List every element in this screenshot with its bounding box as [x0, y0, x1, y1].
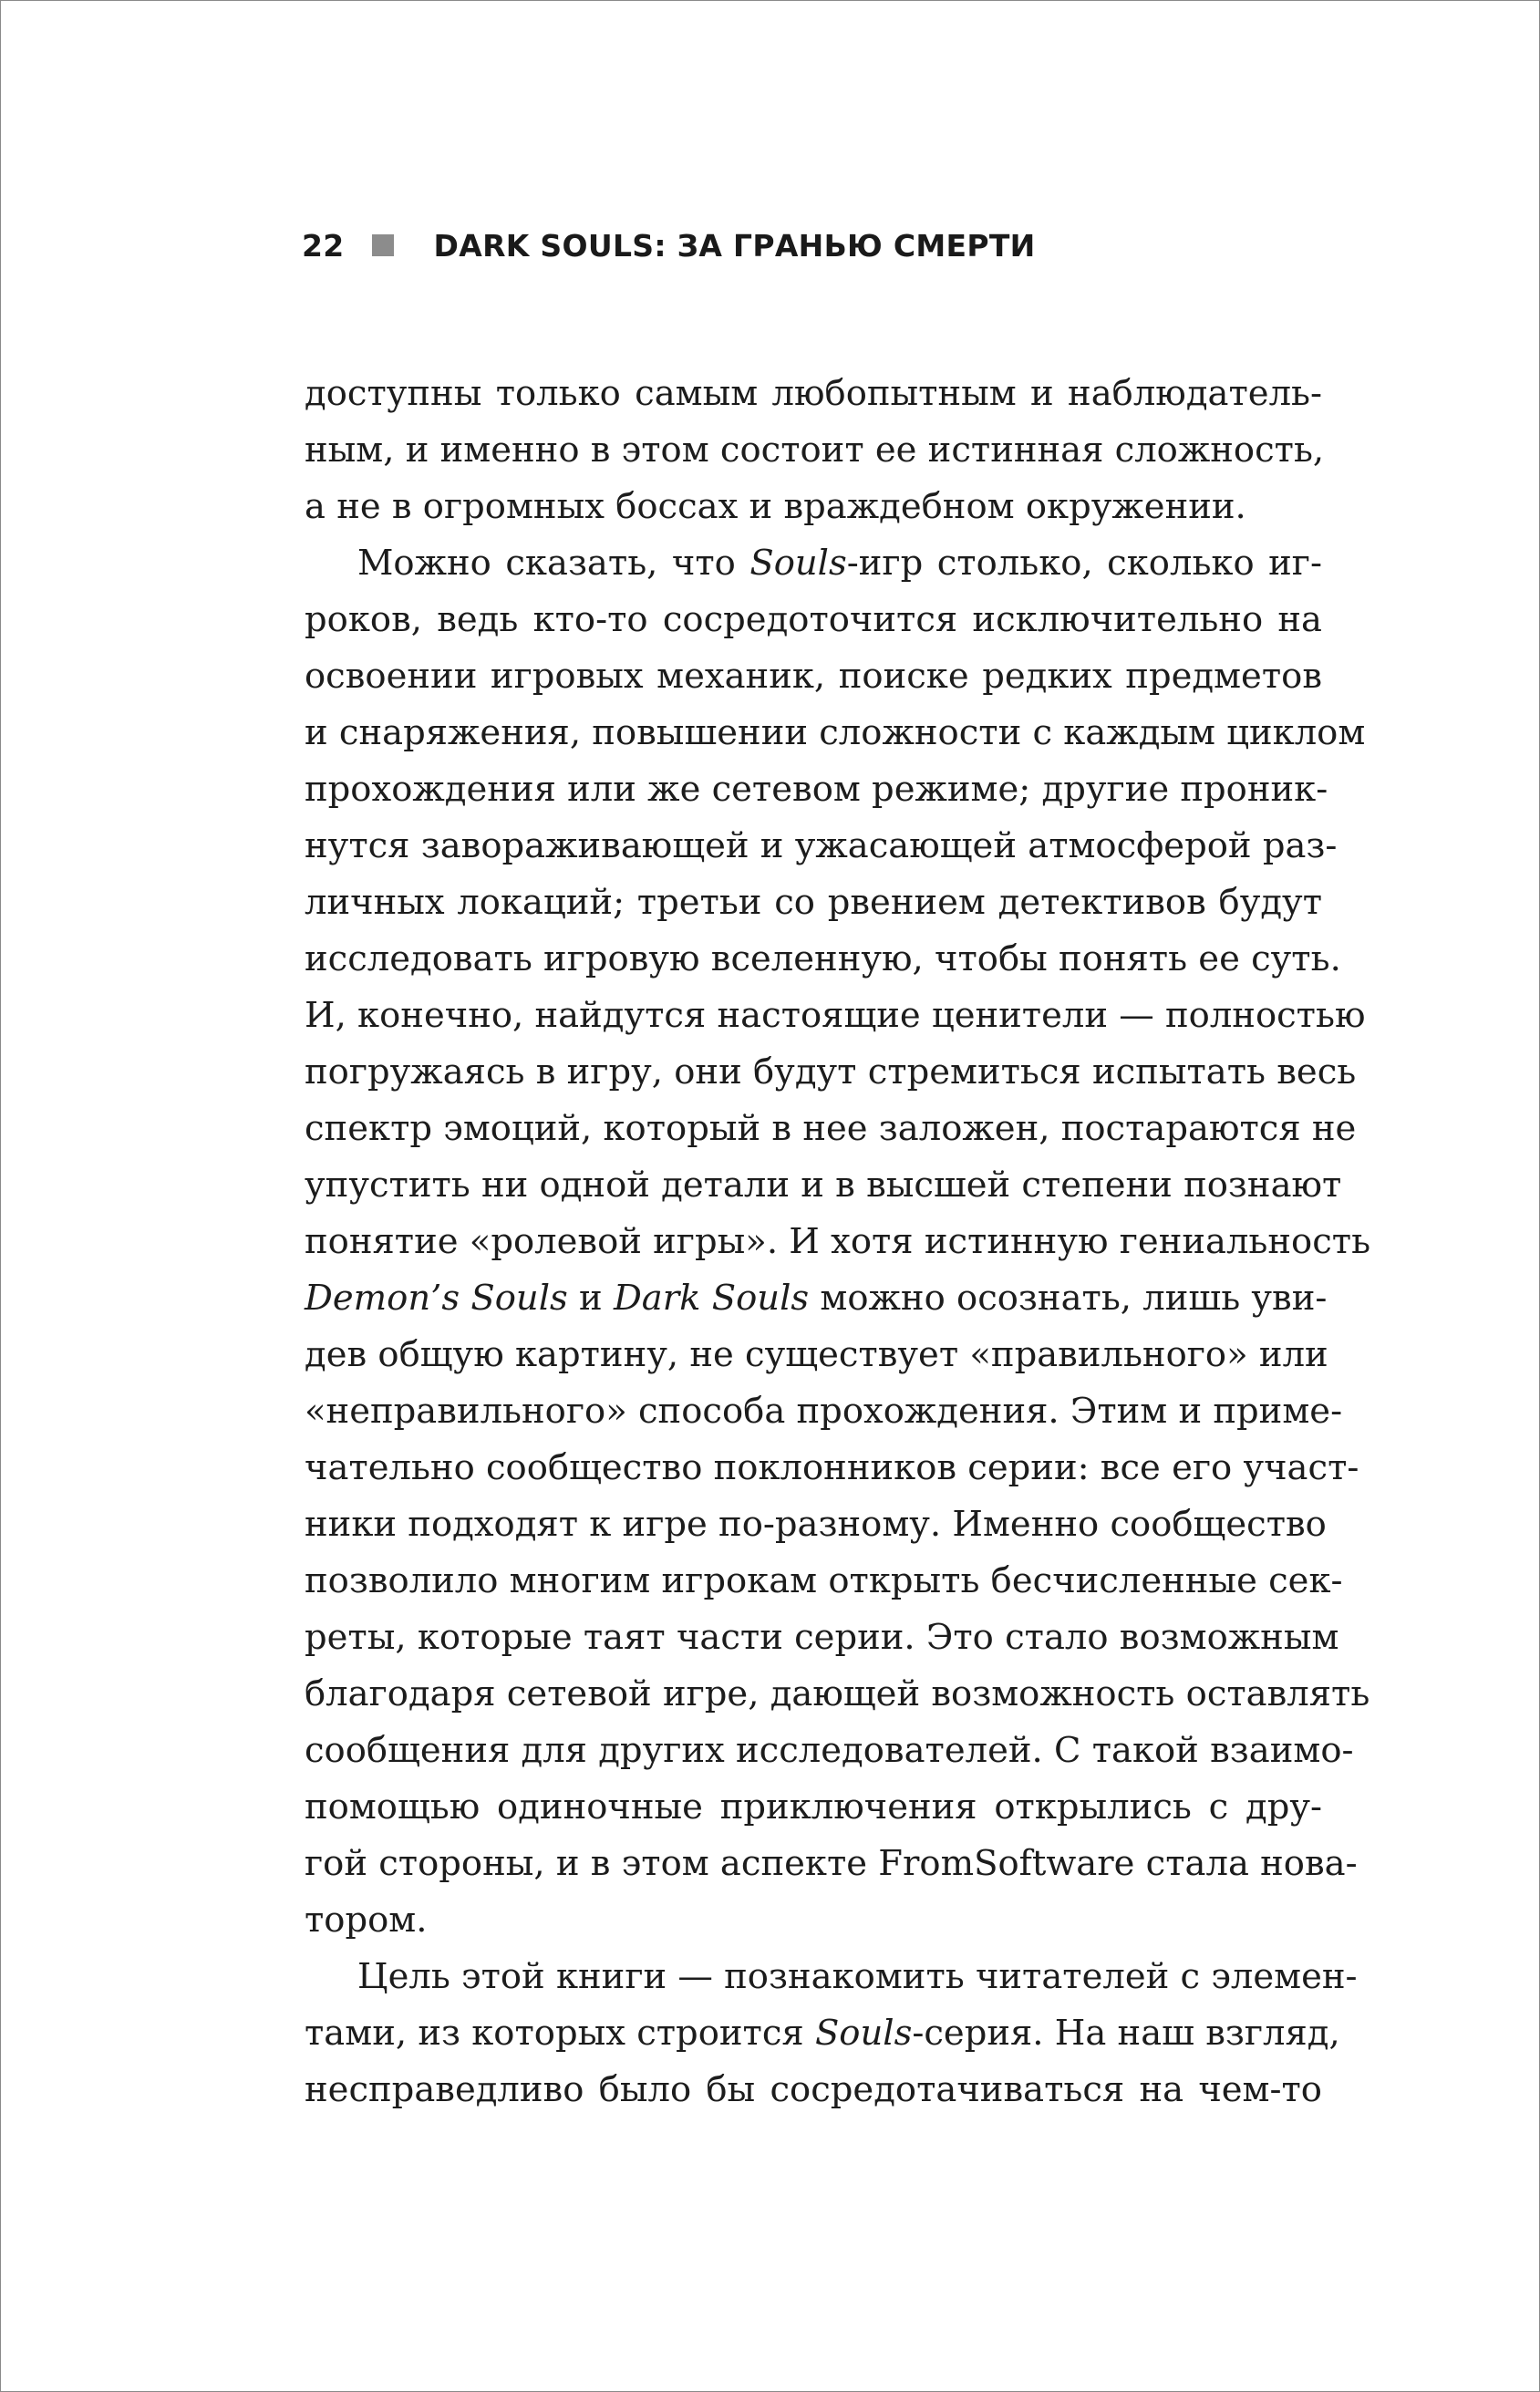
- text-run: И, конечно, найдутся настоящие ценители — полностью: [305, 995, 1366, 1036]
- text-run: тами, из которых строится: [305, 2013, 815, 2054]
- text-line: [305, 1383, 1343, 1440]
- text-line: [305, 1779, 1322, 1836]
- text-line: [305, 1610, 1339, 1666]
- italic-title: Souls: [814, 2013, 913, 2054]
- text-line: [305, 1101, 1357, 1157]
- body-text: [305, 366, 1371, 2118]
- text-line: [305, 1666, 1370, 1723]
- text-run: и снаряжения, повышении сложности с каждым циклом: [305, 712, 1366, 753]
- text-run: Можно сказать, что: [357, 543, 750, 584]
- text-line: [305, 1327, 1328, 1383]
- text-run: можно осознать, лишь уви-: [809, 1278, 1328, 1319]
- italic-title: Dark Souls: [613, 1278, 810, 1319]
- text-run: гой стороны, и в этом аспекте FromSoftware стала нова-: [305, 1843, 1358, 1884]
- text-line: [305, 592, 1322, 648]
- text-line: [305, 535, 1322, 592]
- italic-title: Souls: [749, 543, 847, 584]
- text-line: [305, 875, 1322, 931]
- text-line: [305, 2062, 1322, 2118]
- text-line: [305, 1723, 1354, 1779]
- text-line: [305, 1440, 1359, 1496]
- text-run: реты, которые таят части серии. Это стало возможным: [305, 1617, 1339, 1658]
- text-line: [305, 479, 1322, 535]
- italic-title: Demon’s Souls: [305, 1278, 568, 1319]
- running-head: [302, 218, 1036, 273]
- text-line: [305, 818, 1338, 875]
- text-run: роков, ведь кто-то сосредоточится исключительно на: [305, 599, 1322, 640]
- text-line: [305, 761, 1328, 818]
- text-run: ным, и именно в этом состоит ее истинная сложность,: [305, 430, 1325, 471]
- text-line: [305, 366, 1322, 422]
- text-line: [305, 1044, 1357, 1101]
- text-line: [305, 2005, 1340, 2062]
- text-run: Цель этой книги — познакомить читателей с элемен-: [357, 1956, 1358, 1997]
- text-run: сообщения для других исследователей. С такой взаимо-: [305, 1730, 1354, 1771]
- text-line: [305, 1214, 1371, 1270]
- text-line: [305, 422, 1325, 479]
- text-run: -серия. На наш взгляд,: [912, 2013, 1340, 2054]
- text-run: позволило многим игрокам открыть бесчисленные сек-: [305, 1560, 1343, 1601]
- text-run: освоении игровых механик, поиске редких предметов: [305, 656, 1322, 697]
- text-run: несправедливо было бы сосредотачиваться на чем-то: [305, 2069, 1322, 2110]
- text-run: тором.: [305, 1900, 428, 1941]
- text-run: чательно сообщество поклонников серии: все его участ-: [305, 1447, 1359, 1488]
- text-run: исследовать игровую вселенную, чтобы понять ее суть.: [305, 938, 1341, 979]
- text-line: [305, 1949, 1358, 2005]
- text-run: спектр эмоций, который в нее заложен, постараются не: [305, 1108, 1357, 1149]
- text-line: [305, 705, 1366, 761]
- page-number: 22: [302, 227, 345, 264]
- text-run: нутся завораживающей и ужасающей атмосферой раз-: [305, 825, 1338, 866]
- text-line: [305, 1892, 1322, 1949]
- text-run: личных локаций; третьи со рвением детективов будут: [305, 882, 1322, 923]
- text-run: упустить ни одной детали и в высшей степени познают: [305, 1165, 1342, 1206]
- text-run: благодаря сетевой игре, дающей возможность оставлять: [305, 1673, 1370, 1714]
- text-run: прохождения или же сетевом режиме; другие проник-: [305, 769, 1328, 810]
- text-line: [305, 1157, 1342, 1214]
- text-run: -игр столько, сколько иг-: [846, 543, 1322, 584]
- text-run: и: [567, 1278, 614, 1319]
- text-line: [305, 931, 1341, 988]
- running-head-title: DARK SOULS: ЗА ГРАНЬЮ СМЕРТИ: [433, 227, 1036, 264]
- text-line: [305, 1553, 1343, 1610]
- text-run: доступны только самым любопытным и наблюдатель-: [305, 373, 1322, 414]
- text-run: а не в огромных боссах и враждебном окружении.: [305, 486, 1246, 527]
- text-line: [305, 1270, 1328, 1327]
- text-run: понятие «ролевой игры». И хотя истинную гениальность: [305, 1221, 1371, 1262]
- text-run: «неправильного» способа прохождения. Этим и приме-: [305, 1391, 1343, 1432]
- text-run: погружаясь в игру, они будут стремиться испытать весь: [305, 1051, 1357, 1092]
- text-run: ники подходят к игре по-разному. Именно сообщество: [305, 1504, 1327, 1545]
- text-line: [305, 1496, 1327, 1553]
- text-line: [305, 988, 1366, 1044]
- text-line: [305, 1836, 1358, 1892]
- text-run: помощью одиночные приключения открылись с дру-: [305, 1786, 1322, 1828]
- text-line: [305, 648, 1322, 705]
- text-run: дев общую картину, не существует «правильного» или: [305, 1334, 1328, 1375]
- square-bullet-icon: [372, 234, 394, 256]
